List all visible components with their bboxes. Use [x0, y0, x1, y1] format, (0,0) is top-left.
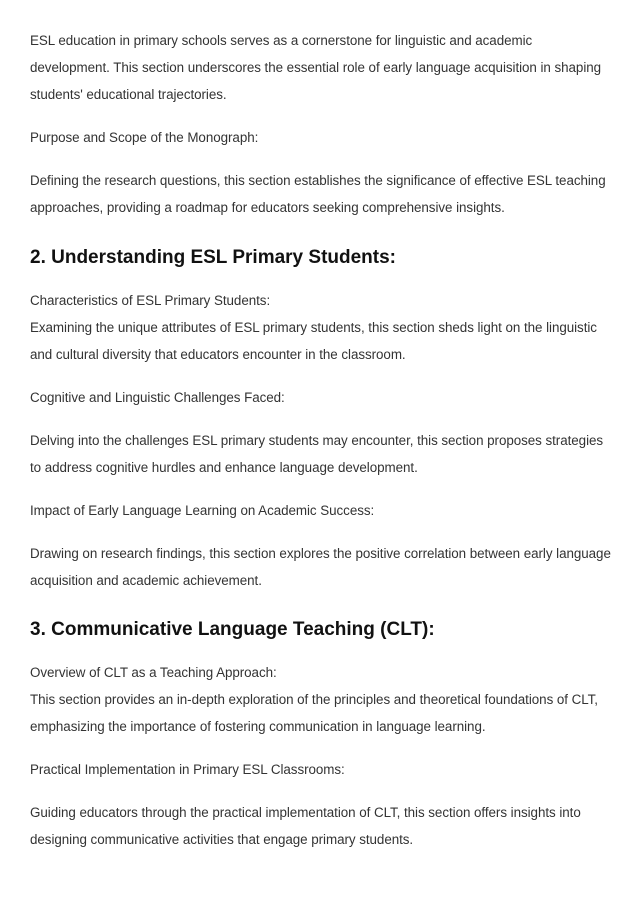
- challenges-paragraph: Delving into the challenges ESL primary students may encounter, this section proposes strategies to address cognitive hurdles and enhance language development.: [30, 433, 604, 475]
- clt-implementation-paragraph: Guiding educators through the practical implementation of CLT, this section offers insights into designing communicative activities that engage primary students.: [30, 805, 581, 847]
- clt-implementation-subheading: Practical Implementation in Primary ESL Classrooms:: [30, 762, 345, 777]
- section-2-heading: 2. Understanding ESL Primary Students:: [30, 247, 397, 268]
- clt-overview-paragraph: This section provides an in-depth exploration of the principles and theoretical foundations of CLT, emphasizing the importance of fostering communication in language learning.: [30, 692, 598, 734]
- impact-paragraph: Drawing on research findings, this section explores the positive correlation between early language acquisition and academic achievement.: [30, 546, 611, 588]
- purpose-subheading: Purpose and Scope of the Monograph:: [30, 130, 259, 145]
- challenges-subheading: Cognitive and Linguistic Challenges Faced:: [30, 390, 285, 405]
- intro-paragraph: ESL education in primary schools serves as a cornerstone for linguistic and academic development. This section underscores the essential role of early language acquisition in shaping students' educational trajectories.: [30, 33, 602, 102]
- purpose-paragraph: Defining the research questions, this section establishes the significance of effective ESL teaching approaches, providing a roadmap for educators seeking comprehensive insights.: [30, 173, 606, 215]
- clt-overview-subheading: Overview of CLT as a Teaching Approach:: [30, 665, 277, 680]
- characteristics-paragraph: Examining the unique attributes of ESL primary students, this section sheds light on the linguistic and cultural diversity that educators encounter in the classroom.: [30, 320, 597, 362]
- characteristics-subheading: Characteristics of ESL Primary Students:: [30, 293, 271, 308]
- impact-subheading: Impact of Early Language Learning on Academic Success:: [30, 503, 375, 518]
- section-3-heading: 3. Communicative Language Teaching (CLT):: [30, 619, 435, 640]
